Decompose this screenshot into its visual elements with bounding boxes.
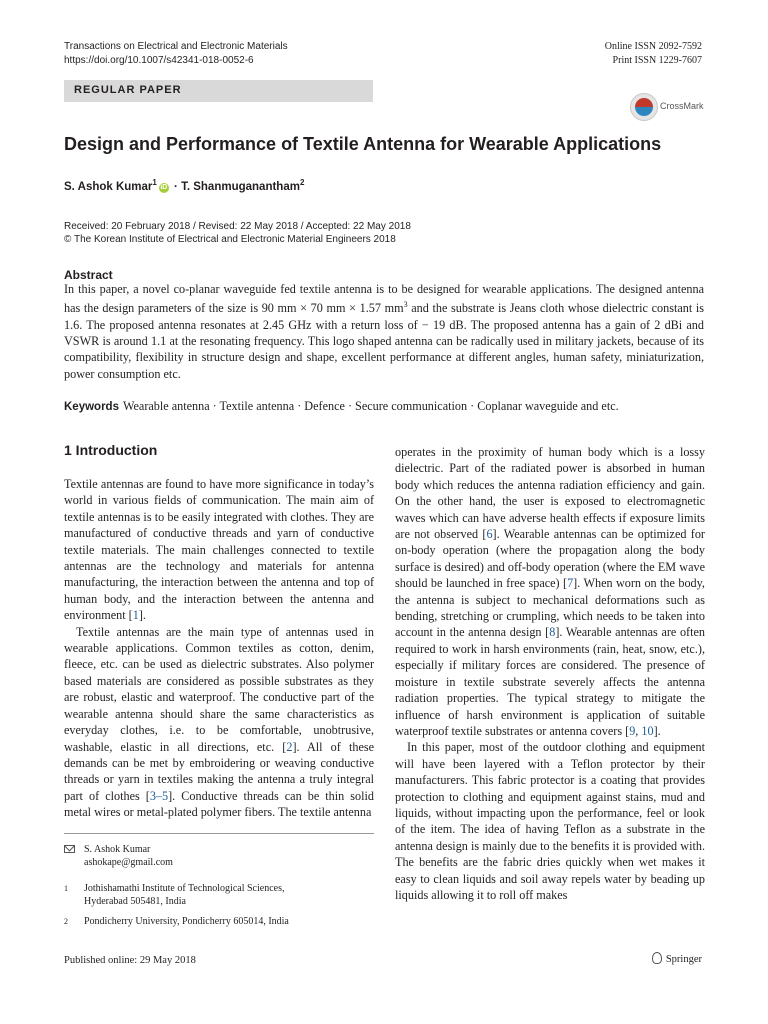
author-list (64, 178, 304, 193)
text-run: ]. (138, 608, 146, 623)
citation-link[interactable]: 1 (132, 608, 139, 623)
author-affil-2: 2 (299, 178, 305, 187)
text-run: ]. Conductive threads can be thin solid metal wires or metal-plated polymer fibers. The textile antenna (64, 788, 374, 820)
text-run: , (635, 723, 642, 738)
citation-link[interactable]: 7 (567, 576, 574, 591)
publisher-name: Springer (665, 954, 702, 965)
author-name-2: T. Shanmuganantham (181, 180, 300, 193)
doi-link[interactable]: https://doi.org/10.1007/s42341-018-0052-6 (64, 55, 254, 66)
citation-link[interactable]: 2 (286, 739, 293, 754)
journal-name: Transactions on Electrical and Electronic Materials (64, 41, 288, 52)
article-type-label: REGULAR PAPER (74, 84, 182, 96)
crossmark-label: CrossMark (660, 101, 704, 111)
text-run: ]. Wearable antennas can be optimized for on-body operation (where the propagation along the body surface is desired) and off-body operation (where the EM wave should be launched in free space) [ (395, 527, 705, 591)
affiliation-2 (64, 915, 374, 929)
citation-link[interactable]: 6 (486, 527, 493, 542)
paper-title: Design and Performance of Textile Antenna for Wearable Applications (64, 134, 662, 154)
keywords-label: Keywords (64, 401, 119, 413)
text-run: operates in the proximity of human body which is a lossy dielectric. Part of the radiated power is absorbed in human body which reduces the antenna radiation efficiency and gain. On the other hand, the user is exposed to electromagnetic waves which can have adverse health effects if exposure limits are not observed [ (395, 445, 705, 542)
abstract-superscript: 3 (403, 300, 408, 310)
corresponding-author-text (84, 843, 374, 869)
citation-link[interactable]: 8 (549, 625, 556, 640)
citation-link[interactable]: 9 (629, 723, 636, 738)
springer-horse-icon (652, 952, 662, 964)
right-column (395, 444, 705, 903)
copyright-line: © The Korean Institute of Electrical and Electronic Material Engineers 2018 (64, 234, 396, 245)
abstract-text (64, 281, 704, 382)
crossmark-badge[interactable] (630, 93, 702, 123)
section-heading-introduction: 1 Introduction (64, 442, 158, 458)
publisher-logo (652, 952, 702, 965)
paragraph (64, 476, 374, 624)
affiliation-1 (64, 882, 374, 910)
text-run: Textile antennas are the main type of antennas used in wearable applications. Common textiles as cotton, denim, fleece, etc. can be used as dielectric substrates. Also polymer based materials are considered as possible substrates as they are robust, elastic and waterproof. The conductive part of the wearable antenna should share the same characteristics as everyday clothes, i.e. to be comfortable, unobtrusive, washable, elastic in all directions, etc. [ (64, 624, 374, 754)
orcid-icon[interactable]: iD (160, 183, 168, 191)
paragraph (64, 624, 374, 821)
affiliation-line: Hyderabad 505481, India (84, 896, 186, 907)
issn-block (605, 40, 702, 68)
corresponding-email[interactable]: ashokape@gmail.com (84, 857, 173, 868)
text-run: ]. All of these demands can be met by embroidering or weaving conductive threads or yarn in textiles making the antenna a truly integral part of clothes [ (64, 739, 375, 803)
text-run: Textile antennas are found to have more significance in today’s world in various fields of communication. The main aim of textile antennas is to be easily integrated with clothes. They are manufactured of conductive threads and yarn of conductive textile materials. The main challenges connected to textile antennas are the technology and materials for antenna manufacturing, the interaction between the antenna and top of human body, and the interaction between the antenna and environment [ (64, 477, 374, 623)
footnote-divider (64, 833, 374, 834)
abstract-heading: Abstract (64, 268, 113, 282)
keywords-text: Wearable antenna · Textile antenna · Defence · Secure communication · Coplanar waveguide and etc. (122, 399, 619, 413)
affiliation-line: Jothishamathi Institute of Technological Sciences, (84, 883, 285, 894)
citation-link[interactable]: 3–5 (149, 788, 169, 803)
print-issn: Print ISSN 1229-7607 (612, 55, 702, 66)
journal-header (64, 40, 288, 68)
text-run: ]. When worn on the body, the antenna is subject to mechanical deformations such as bending, stretching or crumpling, which needs to be taken into account in the antenna design [ (395, 576, 705, 640)
online-issn: Online ISSN 2092-7592 (604, 41, 702, 52)
affiliation-number: 1 (64, 884, 68, 893)
text-run: ]. (653, 723, 661, 738)
affiliation-text (84, 882, 374, 908)
citation-link[interactable]: 10 (641, 723, 654, 738)
envelope-icon (64, 845, 75, 853)
affiliation-text: Pondicherry University, Pondicherry 605014, India (84, 916, 289, 927)
published-date: Published online: 29 May 2018 (64, 955, 196, 966)
received-dates: Received: 20 February 2018 / Revised: 22 May 2018 / Accepted: 22 May 2018 (64, 221, 411, 232)
author-affil-1: 1 (152, 178, 157, 187)
keywords-line (64, 399, 724, 414)
crossmark-icon (630, 93, 658, 121)
article-type-banner (64, 80, 373, 102)
text-run: ]. Wearable antennas are often required to work in harsh environments (rain, heat, snow, etc.), especially if military forces are considered. The presence of moisture in textile substrate severely affects the antenna radiation properties. The typical strategy to mitigate the influence of harsh environment is application of suitable waterproof textile substrates or antenna covers [ (395, 625, 705, 738)
corresponding-name: S. Ashok Kumar (84, 844, 151, 855)
paragraph (395, 444, 705, 739)
abstract-part-2: and the substrate is Jeans cloth whose dielectric constant is 1.6. The proposed antenna resonates at 2.45 GHz with a return loss of − 19 dB. The proposed antenna has a gain of 2 dBi and VSWR is around 1.1 at the resonating frequency. This logo shaped antenna can be radically used in military jackets, because of its compatibility, flexibility in structure design and shape, excellent performance at different angles, human safety, miniaturization, power consumption etc. (64, 301, 704, 381)
left-column (64, 476, 374, 821)
author-name-1: S. Ashok Kumar (64, 180, 153, 193)
abstract-part-1: In this paper, a novel co-planar waveguide fed textile antenna is to be designed for wearable applications. The designed antenna has the design parameters of the size is 90 mm × 70 mm × 1.57 mm (64, 282, 704, 316)
article-dates (64, 220, 411, 246)
paragraph: In this paper, most of the outdoor clothing and equipment will have been layered with a Teflon protector by their manufacturers. This fabric protector is a coating that provides protection to clothing and equipment against stains, mud and liquids, without impacting upon the performance, feel or look of the item. The idea of having Teflon as a substrate in the antenna design is mainly due to the benefits it is provided with. The benefits are the fabric dries quickly when wet makes it easy to clean liquids and soil away repels water by beading up liquids allowing it to roll off makes (395, 740, 705, 902)
author-separator: · (170, 180, 182, 193)
corresponding-author (64, 843, 374, 871)
affiliation-number: 2 (64, 917, 68, 926)
